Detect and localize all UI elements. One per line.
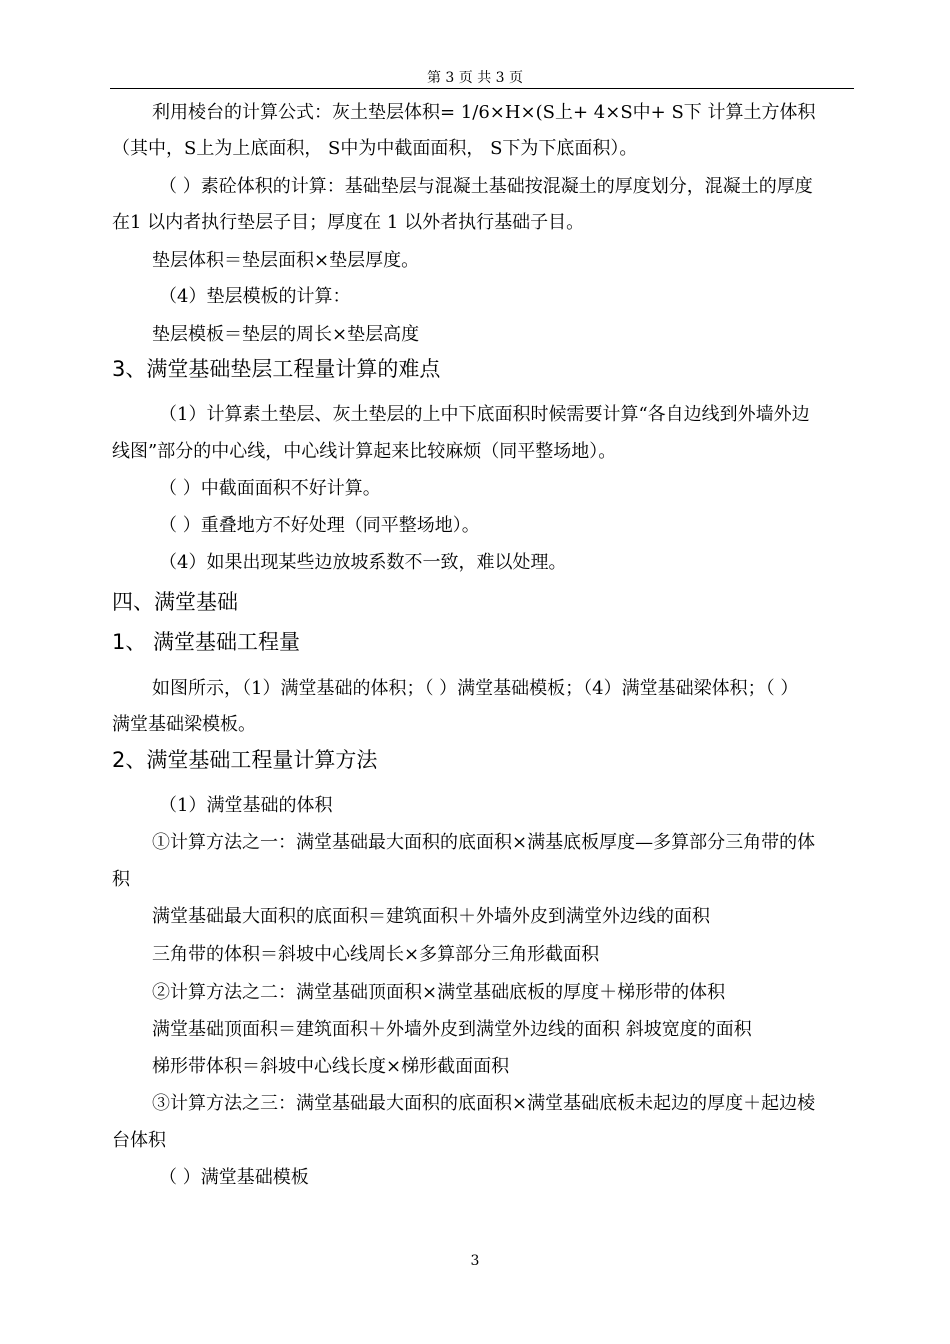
paragraph-line: 三角带的体积＝斜坡中心线周长×多算部分三角形截面积 xyxy=(152,944,600,965)
paragraph-line: ③计算方法之三：满堂基础最大面积的底面积×满堂基础底板未起边的厚度＋起边棱 xyxy=(152,1093,816,1114)
paragraph-line: 满堂基础最大面积的底面积＝建筑面积＋外墙外皮到满堂外边线的面积 xyxy=(152,906,710,927)
paragraph-line: 利用棱台的计算公式：灰土垫层体积= 1/6×H×(S上+ 4×S中+ S下 计算土方体积 xyxy=(152,102,816,123)
paragraph-line: 垫层模板＝垫层的周长×垫层高度 xyxy=(152,324,420,345)
paragraph-line: （4）垫层模板的计算： xyxy=(159,286,351,307)
section-heading: 1、 满堂基础工程量 xyxy=(112,630,301,654)
paragraph-line: （4）如果出现某些边放坡系数不一致，难以处理。 xyxy=(159,552,567,573)
paragraph-line: （1）计算素土垫层、灰土垫层的上中下底面积时候需要计算“各自边线到外墙外边 xyxy=(159,404,810,425)
paragraph-line: 满堂基础梁模板。 xyxy=(112,714,256,735)
paragraph-line: 垫层体积＝垫层面积×垫层厚度。 xyxy=(152,250,420,271)
paragraph-line: （ ）素砼体积的计算：基础垫层与混凝土基础按混凝土的厚度划分，混凝土的厚度 xyxy=(159,176,813,197)
paragraph-line: ②计算方法之二：满堂基础顶面积×满堂基础底板的厚度＋梯形带的体积 xyxy=(152,982,726,1003)
section-heading: 2、满堂基础工程量计算方法 xyxy=(112,748,378,772)
paragraph-line: 梯形带体积＝斜坡中心线长度×梯形截面面积 xyxy=(152,1056,510,1077)
paragraph-line: （ ）重叠地方不好处理（同平整场地）。 xyxy=(159,515,480,536)
header-rule xyxy=(110,88,854,89)
paragraph-line: （ ）满堂基础模板 xyxy=(159,1167,309,1188)
paragraph-line: （其中，S上为上底面积， S中为中截面面积， S下为下底面积）。 xyxy=(112,138,638,159)
page-header: 第 3 页 共 3 页 xyxy=(426,70,524,86)
paragraph-line: （ ）中截面面积不好计算。 xyxy=(159,478,381,499)
page-number: 3 xyxy=(470,1253,480,1269)
paragraph-line: 如图所示，（1）满堂基础的体积；（ ）满堂基础模板；（4）满堂基础梁体积；（ ） xyxy=(152,678,799,699)
section-heading: 3、满堂基础垫层工程量计算的难点 xyxy=(112,357,441,381)
paragraph-line: 台体积 xyxy=(112,1130,166,1151)
section-heading: 四、满堂基础 xyxy=(112,590,238,614)
paragraph-line: 线图”部分的中心线，中心线计算起来比较麻烦（同平整场地）。 xyxy=(112,441,617,462)
paragraph-line: 在1 以内者执行垫层子目；厚度在 1 以外者执行基础子目。 xyxy=(112,212,585,233)
paragraph-line: （1）满堂基础的体积 xyxy=(159,795,333,816)
paragraph-line: 满堂基础顶面积＝建筑面积＋外墙外皮到满堂外边线的面积 斜坡宽度的面积 xyxy=(152,1019,752,1040)
paragraph-line: 积 xyxy=(112,869,130,890)
paragraph-line: ①计算方法之一：满堂基础最大面积的底面积×满基底板厚度—多算部分三角带的体 xyxy=(152,832,816,853)
